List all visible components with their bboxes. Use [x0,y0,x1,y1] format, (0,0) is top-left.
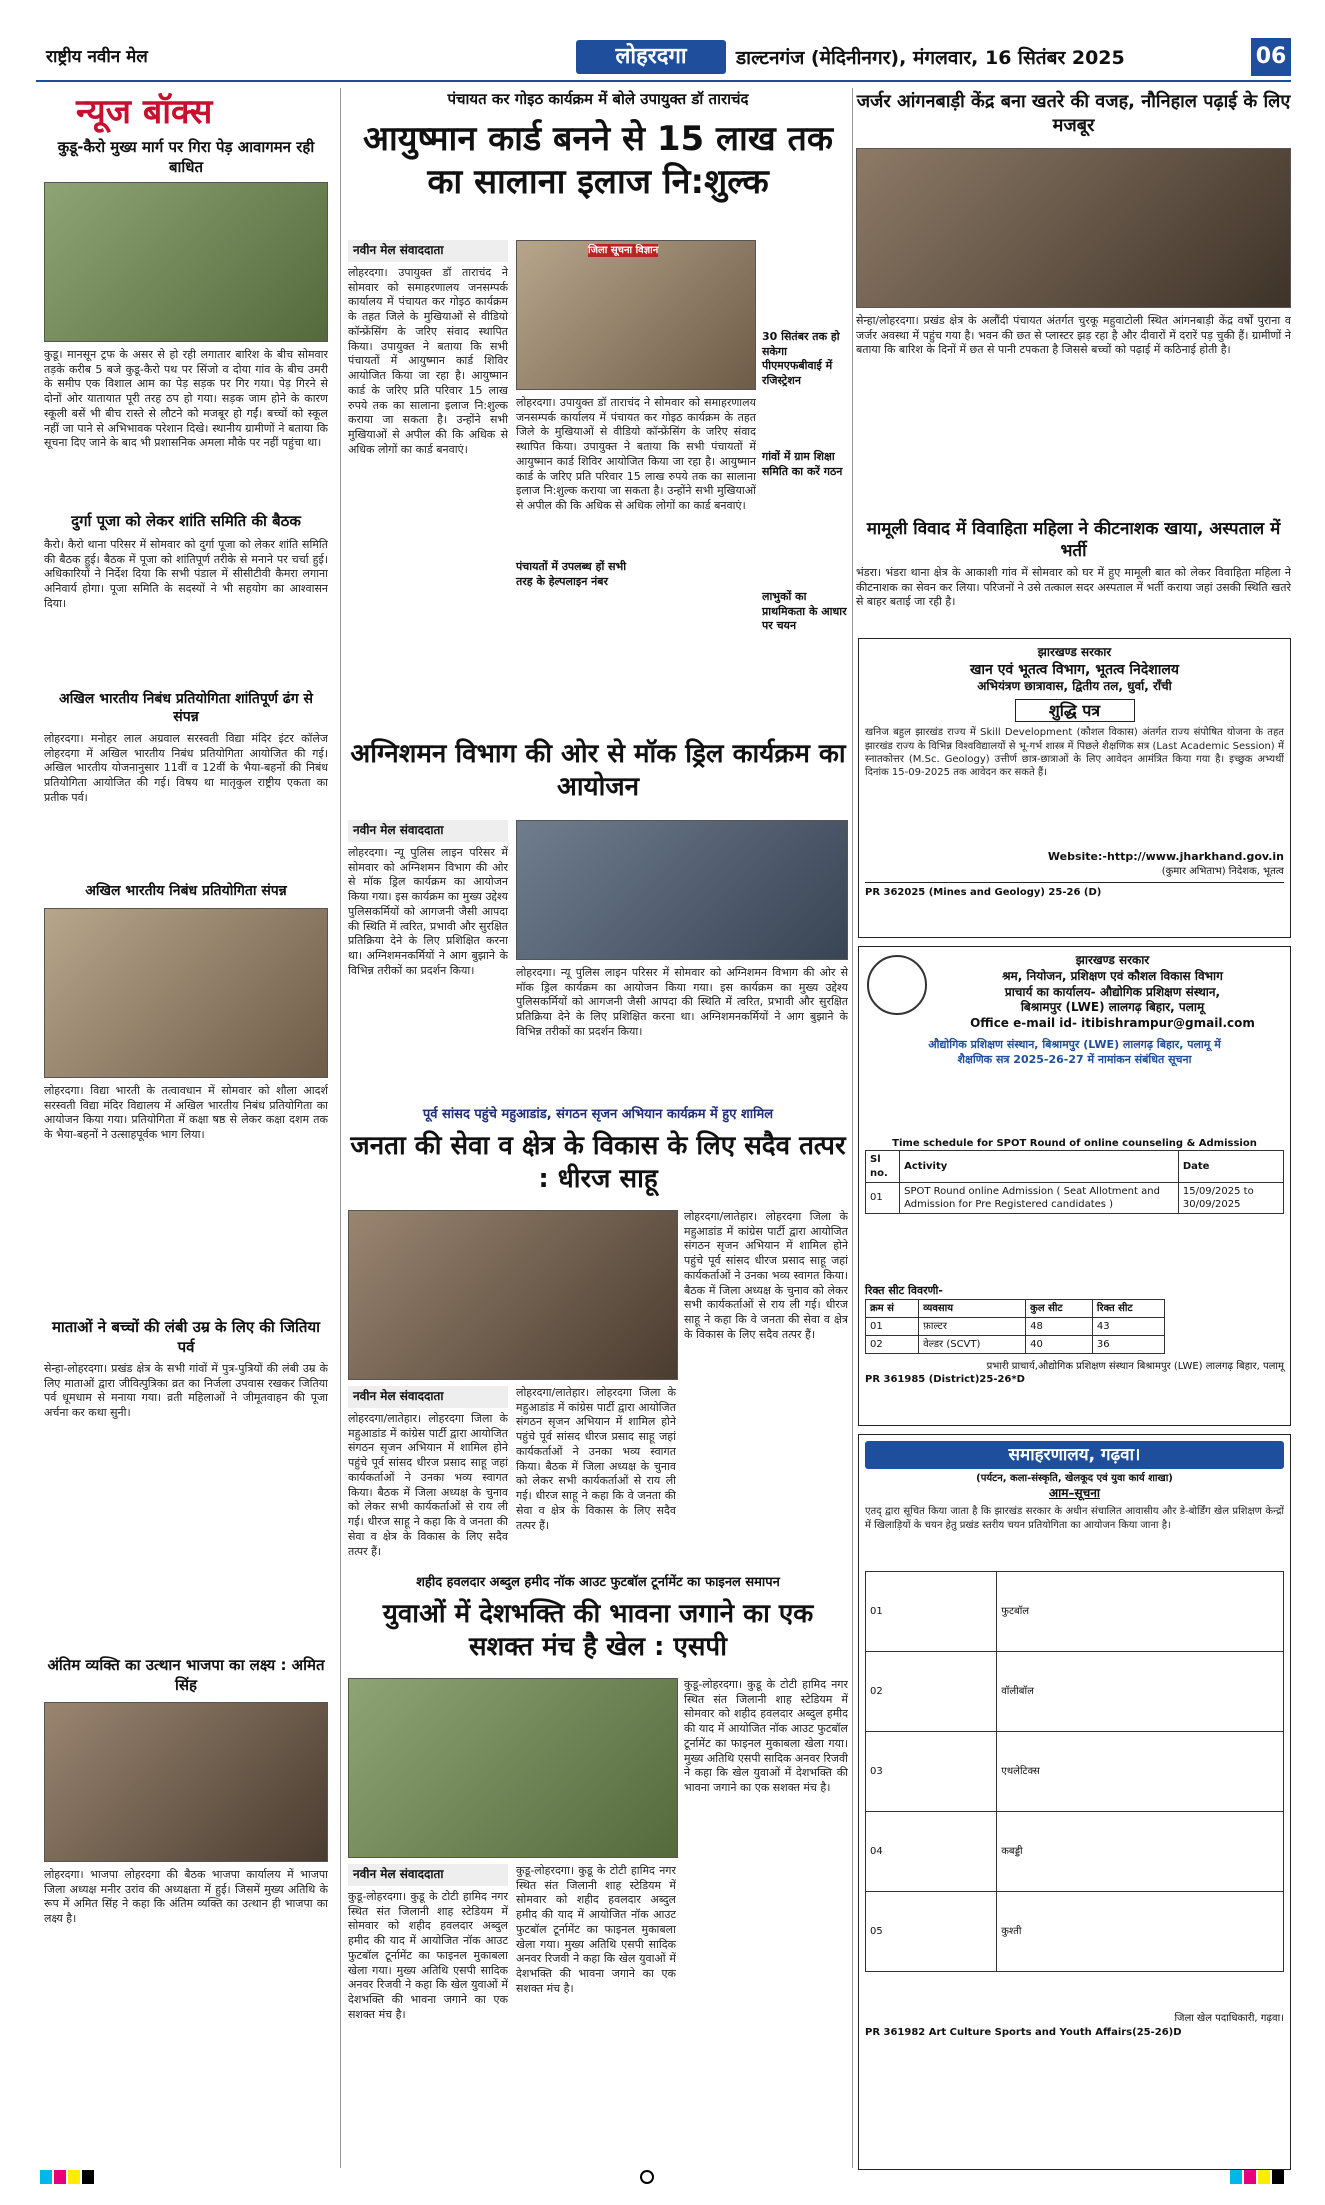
garhwa-dept: (पर्यटन, कला-संस्कृति, खेलकूद एवं युवा कार्य शाखा) [976,1473,1173,1485]
iti-pr: PR 361985 (District)25-26*D [865,1374,1025,1386]
lead-meeting-photo [516,240,756,390]
black-swatch [82,2170,94,2184]
garhwa-sub: आम–सूचना [1049,1485,1100,1500]
story2-body: कैरो। कैरो थाना परिसर में सोमवार को दुर्गा पूजा को लेकर शांति समिति की बैठक हुई। बैठक में पूजा को शांतिपूर्ण तरीके से मनाने पर चर्चा हुई। अधिकारियों ने निर्देश दिया कि सभी पंडाल में सीसीटीवी कैमरा लगाना अनिवार्य होगा। पूजा समिति के सदस्यों ने भी सहयोग का आश्वासन दिया। [44,538,328,610]
iti-notice-title: औद्योगिक प्रशिक्षण संस्थान, बिश्रामपुर (LWE) लालगढ़ बिहार, पलामू में [928,1038,1221,1052]
seat-cell: 40 [1026,1336,1093,1354]
anganwadi-story [856,90,1291,630]
garhwa-cell: वॉलीबॉल [997,1652,1284,1732]
story5-body: सेन्हा-लोहरदगा। प्रखंड क्षेत्र के सभी गांवों में पुत्र-पुत्रियों की लंबी उम्र के लिए माताओं द्वारा जीवित्पुत्रिका व्रत का निर्जला उपवास रखकर जितिया पर्व धूमधाम से मनाया गया। व्रती महिलाओं ने जीमूतवाहन की पूजा अर्चना कर कथा सुनी। [44,1362,328,1420]
seat-cell: फ़ाल्टर [919,1317,1026,1335]
lead-headline: आयुष्मान कार्ड बनने से 15 लाख तक का सालाना इलाज नि:शुल्क [363,119,833,202]
mines-web: Website:-http://www.jharkhand.gov.in [1047,850,1284,864]
iti-gov: झारखण्ड सरकार [1075,953,1150,967]
magenta-swatch [54,2170,66,2184]
lead-sub-d: लाभुकों का प्राथमिकता के आधार पर चयन [762,590,847,633]
garhwa-cell: 03 [866,1732,997,1812]
fire-body-cont: लोहरदगा। न्यू पुलिस लाइन परिसर में सोमवार को अग्निशमन विभाग की ओर से मॉक ड्रिल कार्यक्रम का आयोजन किया गया। इस कार्यक्रम का मुख्य उद्देश्य पुलिसकर्मियों को आगजनी जैसी आपदा की स्थिति में त्वरित, प्रभावी और सुरक्षित प्रतिक्रिया देने के लिए प्रशिक्षित करना था। अग्निशमनकर्मियों ने आग बुझाने के विभिन्न तरीकों का प्रदर्शन किया। [516,966,848,1038]
sched-head-sl: Sl no. [866,1151,900,1182]
lead-byline: नवीन मेल संवाददाता [348,240,508,262]
story3-body: लोहरदगा। मनोहर लाल अग्रवाल सरस्वती विद्या मंदिर इंटर कॉलेज लोहरदगा में अखिल भारतीय निबंध प्रतियोगिता आयोजित की गई। अखिल भारतीय योजनानुसार 11वीं व 12वीं के भैया-बहनों की निबंध प्रतियोगिता आयोजित की गई। विषय था मातृकुल राष्ट्रीय एकता का प्रतीक पर्व। [44,732,328,804]
newspaper-page [36,38,1291,2178]
anganwadi-body: सेन्हा/लोहरदगा। प्रखंड क्षेत्र के अलौंदी पंचायत अंतर्गत चुरकू महुवाटोली स्थित आंगनबाड़ी केंद्र वर्षों पुराना व जर्जर अवस्था में पहुंच गया है। भवन की छत से प्लास्टर झड़ रहा है और दीवारों में दरारें पड़ चुकी हैं। ग्रामीणों ने बताया कि बारिश के दिनों में छत से पानी टपकता है जिससे बच्चों को पढ़ाई में कठिनाई होती है। [856,314,1291,357]
garhwa-pr: PR 361982 Art Culture Sports and Youth Affairs(25-26)D [865,2026,1182,2038]
registration-mark-icon [640,2170,654,2184]
iti-email: Office e-mail id- itibishrampur@gmail.com [970,1016,1255,1031]
dhiraj-photo [348,1210,678,1380]
story5-headline: माताओं ने बच्चों की लंबी उम्र के लिए की जितिया पर्व [51,1318,321,1356]
seat-cell: 43 [1092,1317,1164,1335]
yellow-swatch [68,2170,80,2184]
garhwa-cell: एथलेटिक्स [997,1732,1284,1812]
masthead [36,38,1291,82]
iti-seat-title: रिक्त सीट विवरणी- [865,1284,943,1298]
garhwa-cell: 05 [866,1892,997,1972]
cyan-swatch-right [1230,2170,1242,2184]
seat-head: क्रम सं [866,1299,919,1317]
garhwa-sign: जिला खेल पदाधिकारी, गढ़वा। [1174,2013,1284,2025]
newsbox-title-a: न्यूज [76,92,143,132]
garhwa-cell: कबड्डी [997,1812,1284,1892]
marital-body: भंडरा। भंडरा थाना क्षेत्र के आकाशी गांव में सोमवार को घर में हुए मामूली बात को लेकर विवाहिता महिला ने कीटनाशक का सेवन कर लिया। परिजनों ने उसे तत्काल सदर अस्पताल में भर्ती कराया जहां उसकी स्थिति खतरे से बाहर बताई जा रही है। [856,566,1291,609]
newsbox-title-b: बॉक्स [142,92,213,132]
iti-schedule-table [865,1150,1284,1214]
seat-cell: 02 [866,1336,919,1354]
black-swatch-right [1272,2170,1284,2184]
dhiraj-body-cont2: लोहरदगा/लातेहार। लोहरदगा जिला के महुआडांड में कांग्रेस पार्टी द्वारा आयोजित संगठन सृजन अभियान में शामिल होने पहुंचे पूर्व सांसद धीरज प्रसाद साहू जहां कार्यकर्ताओं ने उनका भव्य स्वागत किया। बैठक में जिला अध्यक्ष के चुनाव को लेकर सभी कार्यकर्ताओं से राय ली गई। धीरज साहू ने कहा कि वे जनता की सेवा व क्षेत्र के विकास के लिए सदैव तत्पर हैं। [684,1210,848,1341]
newsbox-column [36,90,336,2170]
anganwadi-headline: जर्जर आंगनबाड़ी केंद्र बना खतरे की वजह, नौनिहाल पढ़ाई के लिए मजबूर [856,91,1291,136]
jharkhand-emblem-icon [867,955,927,1015]
mines-dept: खान एवं भूतत्व विभाग, भूतत्व निदेशालय [969,661,1180,678]
sched-cell: 01 [866,1182,900,1213]
yellow-swatch-right [1258,2170,1270,2184]
story1-headline: कुडू-कैरो मुख्य मार्ग पर गिरा पेड़ आवागमन रही बाधित [57,138,315,176]
mines-addr: अभियंत्रण छात्रावास, द्वितीय तल, धुर्वा, राँची [977,679,1172,694]
story3-headline: अखिल भारतीय निबंध प्रतियोगिता शांतिपूर्ण ढंग से संपन्न [59,691,313,726]
section-tag: लोहरदगा [576,40,726,74]
dhiraj-body-cont: लोहरदगा/लातेहार। लोहरदगा जिला के महुआडांड में कांग्रेस पार्टी द्वारा आयोजित संगठन सृजन अभियान में शामिल होने पहुंचे पूर्व सांसद धीरज प्रसाद साहू जहां कार्यकर्ताओं ने उनका भव्य स्वागत किया। बैठक में जिला अध्यक्ष के चुनाव को लेकर सभी कार्यकर्ताओं से राय ली गई। धीरज साहू ने कहा कि वे जनता की सेवा व क्षेत्र के विकास के लिए सदैव तत्पर हैं। [516,1386,676,1532]
iti-place: बिश्रामपुर (LWE) लालगढ़ बिहार, पलामू [1020,1000,1205,1015]
sp-body-cont: कुडू-लोहरदगा। कुडू के टोटी हामिद नगर स्थित संत जिलानी शाह स्टेडियम में सोमवार को शहीद हवलदार अब्दुल हमीद की याद में आयोजित नॉक आउट फुटबॉल टूर्नामेंट का फाइनल मुकाबला खेला गया। मुख्य अतिथि एसपी सादिक अनवर रिजवी ने कहा कि खेल युवाओं में देशभक्ति की भावना जगाने का एक सशक्त मंच है। [516,1864,676,1995]
dhiraj-body: लोहरदगा/लातेहार। लोहरदगा जिला के महुआडांड में कांग्रेस पार्टी द्वारा आयोजित संगठन सृजन अभियान में शामिल होने पहुंचे पूर्व सांसद धीरज प्रसाद साहू जहां कार्यकर्ताओं ने उनका भव्य स्वागत किया। बैठक में जिला अध्यक्ष के चुनाव को लेकर सभी कार्यकर्ताओं से राय ली गई। धीरज साहू ने कहा कि वे जनता की सेवा व क्षेत्र के विकास के लिए सदैव तत्पर हैं। [348,1412,508,1558]
fire-drill-story [348,738,848,1098]
story6-body: लोहरदगा। भाजपा लोहरदगा की बैठक भाजपा कार्यालय में भाजपा जिला अध्यक्ष मनीर उरांव की अध्यक्षता में हुई। जिसमें मुख्य अतिथि के रूप में अमित सिंह ने कहा कि अंतिम व्यक्ति का उत्थान ही भाजपा का लक्ष्य है। [44,1868,328,1926]
seat-head: व्यवसाय [919,1299,1026,1317]
lead-body: लोहरदगा। उपायुक्त डॉ ताराचंद ने सोमवार को समाहरणालय जनसम्पर्क कार्यालय में पंचायत कर गोइठ कार्यक्रम के तहत जिले के मुखियाओं से वीडियो कॉन्फ्रेंसिंग के जरिए संवाद स्थापित किया। उपायुक्त ने बताया कि सभी पंचायतों में आयुष्मान कार्ड शिविर आयोजित किया जा रहा है। आयुष्मान कार्ड के जरिए प्रति परिवार 15 लाख रुपये तक का सालाना इलाज नि:शुल्क कराया जा सकता है। उन्होंने सभी मुखियाओं से अपील की कि अधिक से अधिक लोगों का कार्ड बनवाएं। [348,266,508,456]
mines-sign: (कुमार अभिताभ) निदेशक, भूतत्व [1161,865,1284,877]
sp-byline: नवीन मेल संवाददाता [348,1864,508,1886]
mines-title: शुद्धि पत्र [1015,699,1135,722]
sched-head-activity: Activity [900,1151,1179,1182]
iti-office: प्राचार्य का कार्यालय- औद्योगिक प्रशिक्षण संस्थान, [1004,984,1221,999]
garhwa-title: समाहरणालय, गढ़वा। [865,1441,1284,1469]
sp-body-cont2: कुडू-लोहरदगा। कुडू के टोटी हामिद नगर स्थित संत जिलानी शाह स्टेडियम में सोमवार को शहीद हवलदार अब्दुल हमीद की याद में आयोजित नॉक आउट फुटबॉल टूर्नामेंट का फाइनल मुकाबला खेला गया। मुख्य अतिथि एसपी सादिक अनवर रिजवी ने कहा कि खेल युवाओं में देशभक्ति की भावना जगाने का एक सशक्त मंच है। [684,1678,848,1795]
sp-kicker: शहीद हवलदार अब्दुल हमीद नॉक आउट फुटबॉल टूर्नामेंट का फाइनल समापन [416,1575,780,1590]
dhiraj-kicker: पूर्व सांसद पहुंचे महुआडांड, संगठन सृजन अभियान कार्यक्रम में हुए शामिल [422,1107,774,1122]
fire-headline: अग्निशमन विभाग की ओर से मॉक ड्रिल कार्यक्रम का आयोजन [350,739,846,802]
lead-photo-caption: जिला सूचना विज्ञान [588,245,659,256]
story4-body: लोहरदगा। विद्या भारती के तत्वावधान में सोमवार को शौला आदर्श सरस्वती विद्या मंदिर विद्यालय में अखिल भारतीय निबंध प्रतियोगिता का आयोजन किया गया। प्रतियोगिता में कक्षा षष्ठ से लेकर कक्षा दशम तक के भैया-बहनों ने उत्साहपूर्वक भाग लिया। [44,1084,328,1142]
fire-drill-photo [516,820,848,960]
dhiraj-headline: जनता की सेवा व क्षेत्र के विकास के लिए सदैव तत्पर : धीरज साहू [350,1131,846,1194]
dateline: डाल्टनगंज (मेदिनीनगर), मंगलवार, 16 सितंबर 2025 [736,47,1125,69]
marital-headline: मामूली विवाद में विवाहिता महिला ने कीटनाशक खाया, अस्पताल में भर्ती [866,519,1281,562]
sp-body: कुडू-लोहरदगा। कुडू के टोटी हामिद नगर स्थित संत जिलानी शाह स्टेडियम में सोमवार को शहीद हवलदार अब्दुल हमीद की याद में आयोजित नॉक आउट फुटबॉल टूर्नामेंट का फाइनल मुकाबला खेला गया। मुख्य अतिथि एसपी सादिक अनवर रिजवी ने कहा कि खेल युवाओं में देशभक्ति की भावना जगाने का एक सशक्त मंच है। [348,1890,508,2021]
mines-gov: झारखण्ड सरकार [1037,645,1112,659]
seat-cell: 48 [1026,1317,1093,1335]
story4-headline: अखिल भारतीय निबंध प्रतियोगिता संपन्न [85,883,287,899]
page-number: 06 [1251,38,1291,76]
garhwa-ad [858,1434,1291,2170]
sched-head-date: Date [1178,1151,1283,1182]
iti-notice-sub: शैक्षणिक सत्र 2025-26-27 में नामांकन संबंधित सूचना [957,1052,1192,1066]
seat-head: रिक्त सीट [1092,1299,1164,1317]
dhiraj-story [348,1106,848,1566]
story2-headline: दुर्गा पूजा को लेकर शांति समिति की बैठक [71,512,301,530]
sp-headline: युवाओं में देशभक्ति की भावना जगाने का एक सशक्त मंच है खेल : एसपी [382,1599,814,1662]
iti-dept: श्रम, नियोजन, प्रशिक्षण एवं कौशल विकास विभाग [1002,968,1223,983]
garhwa-cell: 02 [866,1652,997,1732]
lead-kicker: पंचायत कर गोइठ कार्यक्रम में बोले उपायुक्त डॉ ताराचंद [447,90,749,108]
garhwa-table [865,1571,1284,1972]
seat-head: कुल सीट [1026,1299,1093,1317]
sp-story [348,1574,848,2174]
story6-headline: अंतिम व्यक्ति का उत्थान भाजपा का लक्ष्य : अमित सिंह [47,1656,325,1694]
iti-ad [858,946,1291,1426]
fire-byline: नवीन मेल संवाददाता [348,820,508,842]
anganwadi-photo [856,148,1291,308]
seat-cell: 36 [1092,1336,1164,1354]
dhiraj-byline: नवीन मेल संवाददाता [348,1386,508,1408]
lead-sub-a: 30 सितंबर तक हो सकेगा पीएमएफबीवाई में रजिस्ट्रेशन [762,330,840,387]
magenta-swatch-right [1244,2170,1256,2184]
garhwa-cell: 04 [866,1812,997,1892]
story1-body: कुडू। मानसून ट्रफ के असर से हो रही लगातार बारिश के बीच सोमवार तड़के करीब 5 बजे कुडू-कैरो पथ पर सिंजो व दोया गांव के बीच उमरी के समीप एक विशाल आम का पेड़ सड़क पर गिर गया। पेड़ गिरने से दोनों ओर यातायात पूरी तरह ठप हो गया। सड़क जाम होने के कारण स्कूली बसें भी बीच रास्ते से लौटने को मजबूर हो गईं। बच्चों को स्कूल नहीं जा पाने से अभिभावक परेशान दिखे। स्थानीय ग्रामीणों ने बताया कि सूचना दिए जाने के बाद भी प्रशासनिक अमला मौके पर नहीं पहुंचा था। [44,348,328,450]
bjp-meeting-photo [44,1702,328,1862]
masthead-rule [36,80,1291,82]
fire-body: लोहरदगा। न्यू पुलिस लाइन परिसर में सोमवार को अग्निशमन विभाग की ओर से मॉक ड्रिल कार्यक्रम का आयोजन किया गया। इस कार्यक्रम का मुख्य उद्देश्य पुलिसकर्मियों को आगजनी जैसी आपदा की स्थिति में त्वरित, प्रभावी और सुरक्षित प्रतिक्रिया देने के लिए प्रशिक्षित करना था। अग्निशमनकर्मियों ने आग बुझाने के विभिन्न तरीकों का प्रदर्शन किया। [348,846,508,977]
garhwa-cell: कुश्ती [997,1892,1284,1972]
tree-fallen-photo [44,182,328,342]
football-photo [348,1678,678,1858]
lead-sub-c: पंचायतों में उपलब्ध हों सभी तरह के हेल्पलाइन नंबर [516,560,627,588]
lead-body-cont: लोहरदगा। उपायुक्त डॉ ताराचंद ने सोमवार को समाहरणालय जनसम्पर्क कार्यालय में पंचायत कर गोइठ कार्यक्रम के तहत जिले के मुखियाओं से वीडियो कॉन्फ्रेंसिंग के जरिए संवाद स्थापित किया। उपायुक्त ने बताया कि सभी पंचायतों में आयुष्मान कार्ड शिविर आयोजित किया जा रहा है। आयुष्मान कार्ड के जरिए प्रति परिवार 15 लाख रुपये तक का सालाना इलाज नि:शुल्क कराया जा सकता है। उन्होंने सभी मुखियाओं से अपील की कि अधिक से अधिक लोगों का कार्ड बनवाएं। [516,396,756,513]
column-divider-2 [852,88,853,2168]
mines-ad [858,638,1291,938]
cyan-swatch [40,2170,52,2184]
mines-pr: PR 362025 (Mines and Geology) 25-26 (D) [865,882,1284,899]
sched-cell: SPOT Round online Admission ( Seat Allotment and Admission for Pre Registered candidates ) [900,1182,1179,1213]
lead-sub-b: गांवों में ग्राम शिक्षा समिति का करें गठन [762,450,843,478]
seat-cell: वेल्डर (SCVT) [919,1336,1026,1354]
column-divider [340,88,341,2168]
iti-sign: प्रभारी प्राचार्य,औद्योगिक प्रशिक्षण संस्थान बिश्रामपुर (LWE) लालगढ़ बिहार, पलामू [986,1361,1284,1373]
garhwa-cell: 01 [866,1572,997,1652]
mines-body: खनिज बहुल झारखंड राज्य में Skill Development (कौशल विकास) अंतर्गत राज्य संपोषित योजना के तहत झारखंड राज्य के विभिन्न विश्वविद्यालयों से भू-गर्भ शास्त्र में पिछले शैक्षणिक सत्र (Last Academic Session) में स्नातकोत्तर (M.Sc. Geology) उत्तीर्ण छात्र-छात्राओं के लिए आवेदन आमंत्रित किया गया है। इच्छुक अभ्यर्थी दिनांक 15-09-2025 तक आवेदन कर सकते हैं। [865,727,1284,779]
essay-competition-photo [44,908,328,1078]
newsbox-title [76,90,212,135]
sched-cell: 15/09/2025 to 30/09/2025 [1178,1182,1283,1213]
iti-seat-table [865,1299,1165,1355]
iti-schedule-title: Time schedule for SPOT Round of online counseling & Admission [892,1138,1257,1150]
seat-cell: 01 [866,1317,919,1335]
lead-story [348,90,848,730]
paper-name: राष्ट्रीय नवीन मेल [46,47,148,67]
garhwa-cell: फुटबॉल [997,1572,1284,1652]
garhwa-body: एतद् द्वारा सूचित किया जाता है कि झारखंड सरकार के अधीन संचालित आवासीय और डे-बोर्डिंग खेल प्रशिक्षण केन्द्रों में खिलाड़ियों के चयन हेतु प्रखंड स्तरीय चयन प्रतियोगिता का आयोजन किया जाना है। [865,1506,1284,1531]
